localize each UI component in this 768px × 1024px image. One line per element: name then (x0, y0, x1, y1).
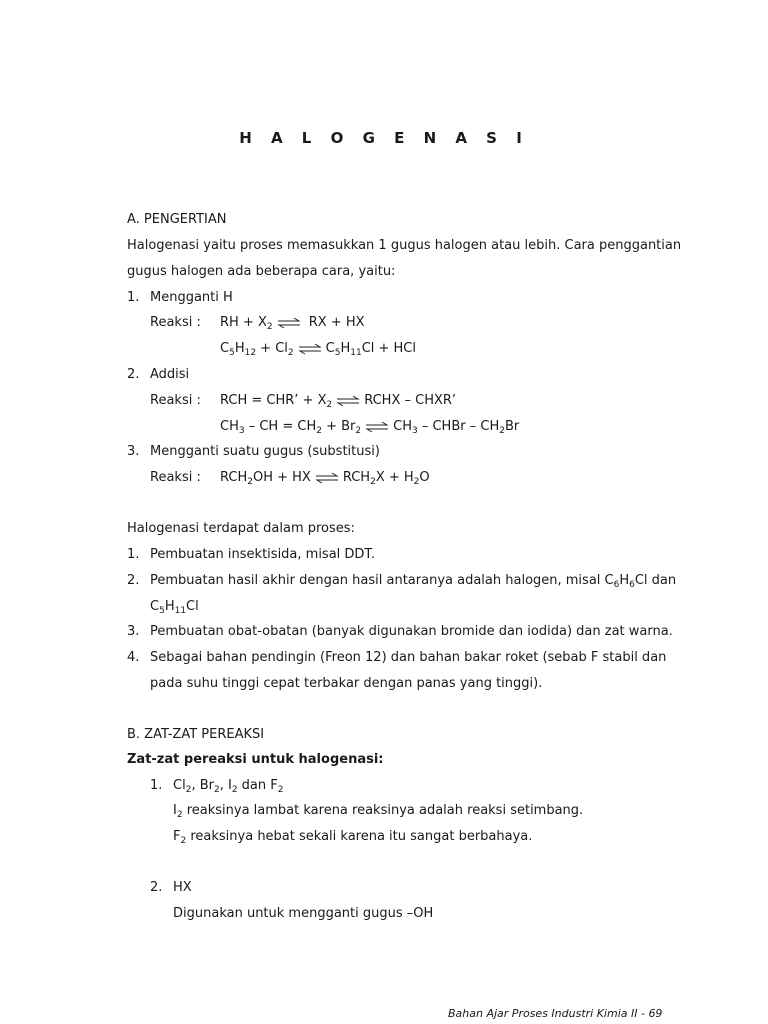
reaction-2a: RCH = CHR’ + $X_2$ RCHX – CHXR’ (220, 393, 457, 410)
reaksi-label: Reaksi : (150, 470, 201, 485)
list-item-detail: Digunakan untuk mengganti gugus –OH (173, 906, 434, 921)
reaksi-label: Reaksi : (150, 315, 201, 330)
reaction-2b: $CH_3$ – CH = $CH_2 + Br_2$ $CH_3$ – CHBr – $CH_2Br$ (220, 419, 520, 436)
section-a-heading: A. PENGERTIAN (127, 212, 227, 227)
equilibrium-arrow-icon (336, 395, 360, 407)
equilibrium-arrow-icon (315, 472, 339, 484)
equilibrium-arrow-icon (365, 421, 389, 433)
proses-intro: Halogenasi terdapat dalam proses: (127, 521, 355, 536)
equilibrium-arrow-icon (277, 317, 301, 329)
section-b-subheading: Zat-zat pereaksi untuk halogenasi: (127, 752, 384, 767)
reaksi-label: Reaksi : (150, 393, 201, 408)
list-item-continuation: $C_5H_{11}Cl$ (150, 599, 199, 616)
reaction-1b: $C_5H_{12} + Cl_2$ $C_5H_{11}Cl$ + HCl (220, 341, 416, 358)
page-title: H A L O G E N A S I (239, 129, 529, 147)
list-item-detail: $F_2$ reaksinya hebat sekali karena itu sangat berbahaya. (173, 829, 533, 846)
section-b-heading: B. ZAT-ZAT PEREAKSI (127, 727, 265, 742)
list-item-detail: $I_2$ reaksinya lambat karena reaksinya adalah reaksi setimbang. (173, 803, 584, 820)
reaction-1a: RH + $X_2$ RX + HX (220, 315, 365, 332)
intro-line-2: gugus halogen ada beberapa cara, yaitu: (127, 264, 396, 279)
equilibrium-arrow-icon (298, 343, 322, 355)
list-item-continuation: pada suhu tinggi cepat terbakar dengan panas yang tinggi). (150, 676, 543, 691)
intro-line-1: Halogenasi yaitu proses memasukkan 1 gugus halogen atau lebih. Cara penggantian (127, 238, 682, 253)
reaction-3: $RCH_2OH$ + HX $RCH_2X + H_2O$ (220, 470, 430, 487)
page-footer: Bahan Ajar Proses Industri Kimia II - 69 (448, 1007, 663, 1020)
